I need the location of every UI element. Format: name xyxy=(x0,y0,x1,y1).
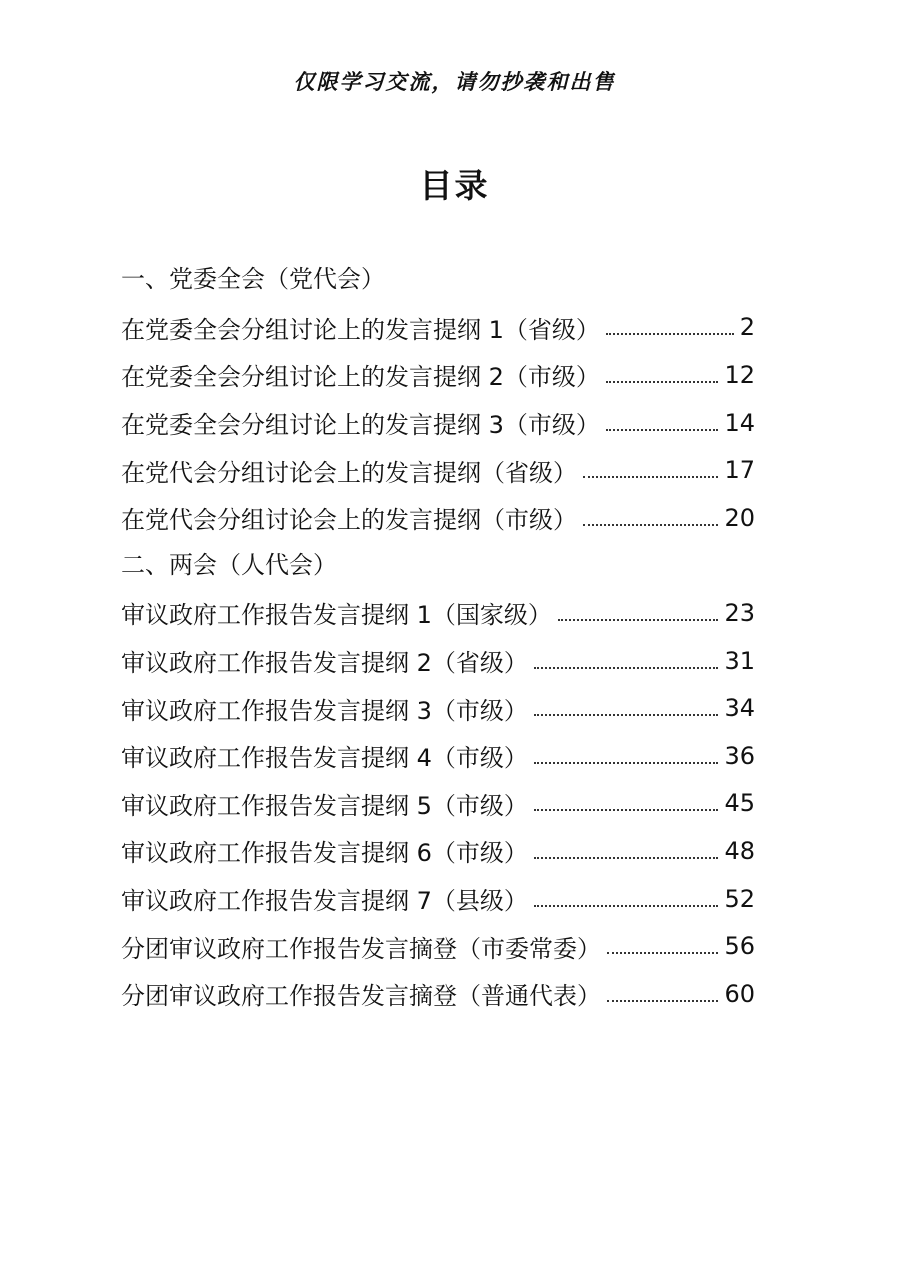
toc-entry[interactable] xyxy=(121,589,755,637)
toc-page-number: 48 xyxy=(724,836,755,865)
toc-entry-title: 审议政府工作报告发言提纲 3（市级） xyxy=(121,696,528,725)
toc-entry-title: 审议政府工作报告发言提纲 1（国家级） xyxy=(121,601,552,630)
toc-entry-title: 在党代会分组讨论会上的发言提纲（省级） xyxy=(121,458,577,487)
toc-entry[interactable] xyxy=(121,875,755,923)
dot-leader xyxy=(607,1000,718,1002)
toc-page-number: 31 xyxy=(724,646,755,675)
toc-page-number: 2 xyxy=(739,313,755,342)
toc-page-number: 36 xyxy=(724,741,755,770)
dot-leader xyxy=(534,905,719,907)
toc-entry-title: 审议政府工作报告发言提纲 5（市级） xyxy=(121,791,528,820)
dot-leader xyxy=(607,952,718,954)
toc-entry-title: 在党委全会分组讨论上的发言提纲 3（市级） xyxy=(121,411,600,440)
toc-entry-title: 在党委全会分组讨论上的发言提纲 2（市级） xyxy=(121,363,600,392)
table-of-contents xyxy=(121,256,755,1018)
toc-entry[interactable] xyxy=(121,637,755,685)
dot-leader xyxy=(534,809,719,811)
toc-page-number: 14 xyxy=(724,408,755,437)
dot-leader xyxy=(534,714,719,716)
dot-leader xyxy=(534,762,719,764)
toc-entry[interactable] xyxy=(121,304,755,352)
toc-page-number: 45 xyxy=(724,789,755,818)
toc-entry-title: 审议政府工作报告发言提纲 6（市级） xyxy=(121,839,528,868)
toc-page-number: 23 xyxy=(724,598,755,627)
toc-page-number: 60 xyxy=(724,979,755,1008)
toc-entry[interactable] xyxy=(121,399,755,447)
toc-entry-title: 审议政府工作报告发言提纲 4（市级） xyxy=(121,744,528,773)
toc-entry[interactable] xyxy=(121,684,755,732)
dot-leader xyxy=(534,667,719,669)
toc-page-number: 20 xyxy=(724,503,755,532)
toc-entry[interactable] xyxy=(121,446,755,494)
dot-leader xyxy=(606,333,734,335)
toc-entry[interactable] xyxy=(121,922,755,970)
dot-leader xyxy=(606,381,719,383)
toc-entry[interactable] xyxy=(121,351,755,399)
toc-entry-title: 审议政府工作报告发言提纲 2（省级） xyxy=(121,649,528,678)
toc-entry[interactable] xyxy=(121,827,755,875)
page-title: 目录 xyxy=(419,166,490,205)
dot-leader xyxy=(558,619,719,621)
section-heading: 一、党委全会（党代会） xyxy=(121,265,385,293)
toc-entry-title: 分团审议政府工作报告发言摘登（普通代表） xyxy=(121,982,601,1011)
toc-entry[interactable] xyxy=(121,494,755,542)
dot-leader xyxy=(606,429,719,431)
section-heading: 二、两会（人代会） xyxy=(121,550,337,579)
toc-page-number: 12 xyxy=(724,360,755,389)
dot-leader xyxy=(583,476,718,478)
dot-leader xyxy=(583,524,718,526)
toc-page-number: 52 xyxy=(724,884,755,913)
toc-page-number: 17 xyxy=(724,456,755,485)
dot-leader xyxy=(534,857,719,859)
toc-entry-title: 在党委全会分组讨论上的发言提纲 1（省级） xyxy=(121,315,600,344)
toc-entry-title: 在党代会分组讨论会上的发言提纲（市级） xyxy=(121,506,577,535)
toc-entry-title: 审议政府工作报告发言提纲 7（县级） xyxy=(121,887,528,916)
toc-entry[interactable] xyxy=(121,970,755,1018)
toc-page-number: 56 xyxy=(724,932,755,961)
toc-entry-title: 分团审议政府工作报告发言摘登（市委常委） xyxy=(121,934,601,963)
header-note: 仅限学习交流，请勿抄袭和出售 xyxy=(293,69,616,94)
toc-entry[interactable] xyxy=(121,732,755,780)
toc-entry[interactable] xyxy=(121,780,755,828)
toc-page-number: 34 xyxy=(724,694,755,723)
